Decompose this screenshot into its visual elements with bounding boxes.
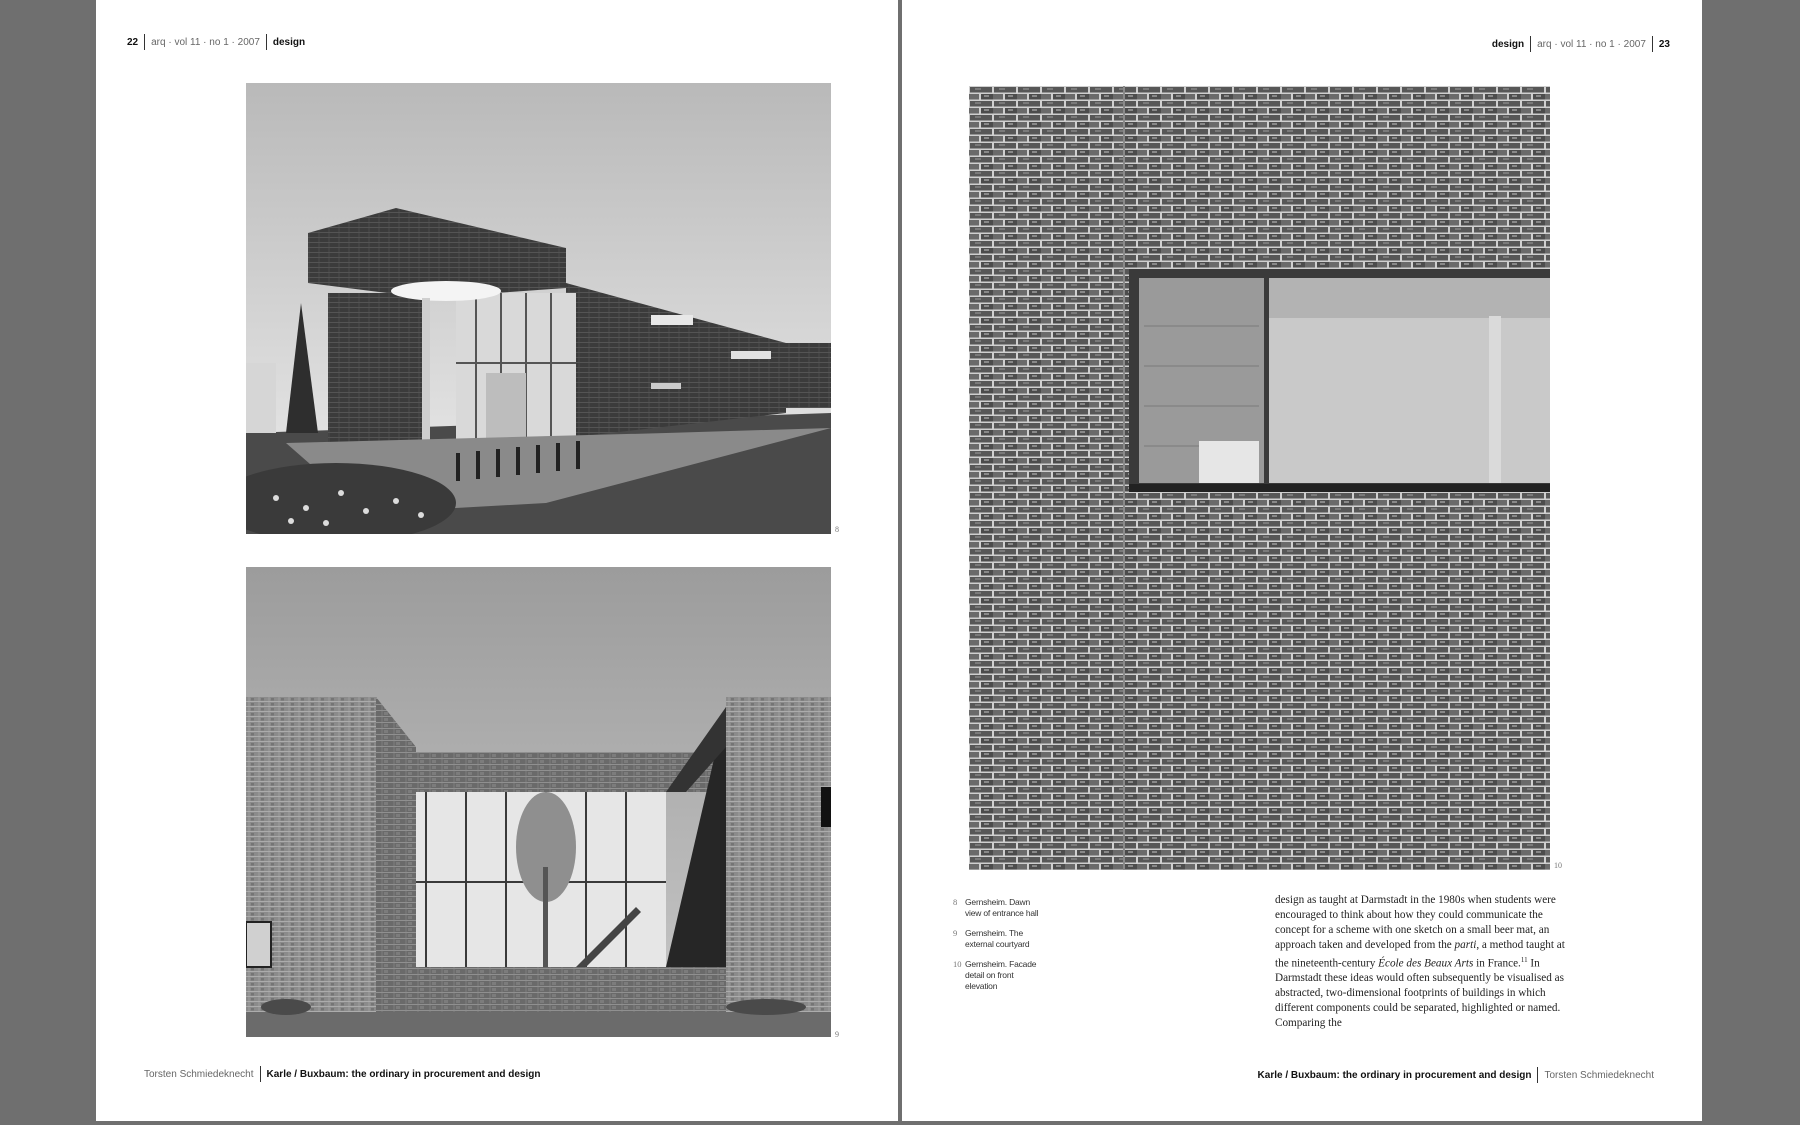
page-number: 23 <box>1658 38 1670 50</box>
header-divider <box>144 34 145 50</box>
footer-author: Torsten Schmiedeknecht <box>1544 1069 1654 1081</box>
caption-text: Gernsheim. Dawn view of entrance hall <box>965 897 1039 918</box>
figure-number: 10 <box>1554 861 1562 870</box>
body-text-run: in France. <box>1473 957 1521 970</box>
caption-item <box>953 959 1073 992</box>
page-number: 22 <box>127 36 139 48</box>
caption-number: 8 <box>953 897 958 907</box>
right-page <box>902 0 1702 1121</box>
right-page-footer <box>1258 1067 1654 1083</box>
figure-8-photo <box>246 83 831 534</box>
section-label: design <box>1491 38 1525 50</box>
figure-10-photo <box>969 86 1550 870</box>
journal-info: arq · vol 11 · no 1 · 2007 <box>1537 38 1646 50</box>
right-page-header <box>1492 36 1670 52</box>
header-divider <box>1530 36 1531 52</box>
header-divider <box>266 34 267 50</box>
figure-number: 9 <box>835 1030 839 1039</box>
left-page-header <box>127 34 305 50</box>
figure-number: 8 <box>835 525 839 534</box>
journal-info: arq · vol 11 · no 1 · 2007 <box>151 36 260 48</box>
footer-title: Karle / Buxbaum: the ordinary in procurement and design <box>266 1068 541 1080</box>
caption-text: Gernsheim. Facade detail on front elevation <box>965 959 1037 991</box>
section-label: design <box>272 36 306 48</box>
footer-divider <box>260 1066 261 1082</box>
header-divider <box>1652 36 1653 52</box>
caption-item <box>953 928 1073 950</box>
left-page <box>96 0 898 1121</box>
caption-number: 9 <box>953 928 958 938</box>
caption-text: Gernsheim. The external courtyard <box>965 928 1030 949</box>
body-text-run: , a method taught at the nineteenth-century <box>1275 938 1565 970</box>
body-italic-ecole: École des Beaux Arts <box>1378 957 1474 970</box>
figure-9-photo <box>246 567 831 1037</box>
caption-item <box>953 897 1073 919</box>
left-page-footer <box>144 1066 540 1082</box>
caption-number: 10 <box>953 959 962 969</box>
footnote-marker: 11 <box>1520 955 1528 964</box>
footer-divider <box>1537 1067 1538 1083</box>
body-text-run: In Darmstadt these ideas would often subsequently be visualised as abstracted, two-dimensional footprints of buildings in which different components could be separated, highlighted or named. Comparing the <box>1275 957 1564 1029</box>
body-italic-parti: parti <box>1454 938 1477 951</box>
body-paragraph <box>1275 893 1565 1031</box>
footer-title: Karle / Buxbaum: the ordinary in procurement and design <box>1257 1069 1532 1081</box>
figure-captions <box>953 897 1073 1001</box>
body-text-run: design as taught at Darmstadt in the 1980s when students were encouraged to think about how they could communicate the concept for a scheme with one sketch on a small beer mat, an approach taken and developed from the <box>1275 894 1556 951</box>
footer-author: Torsten Schmiedeknecht <box>144 1068 254 1080</box>
